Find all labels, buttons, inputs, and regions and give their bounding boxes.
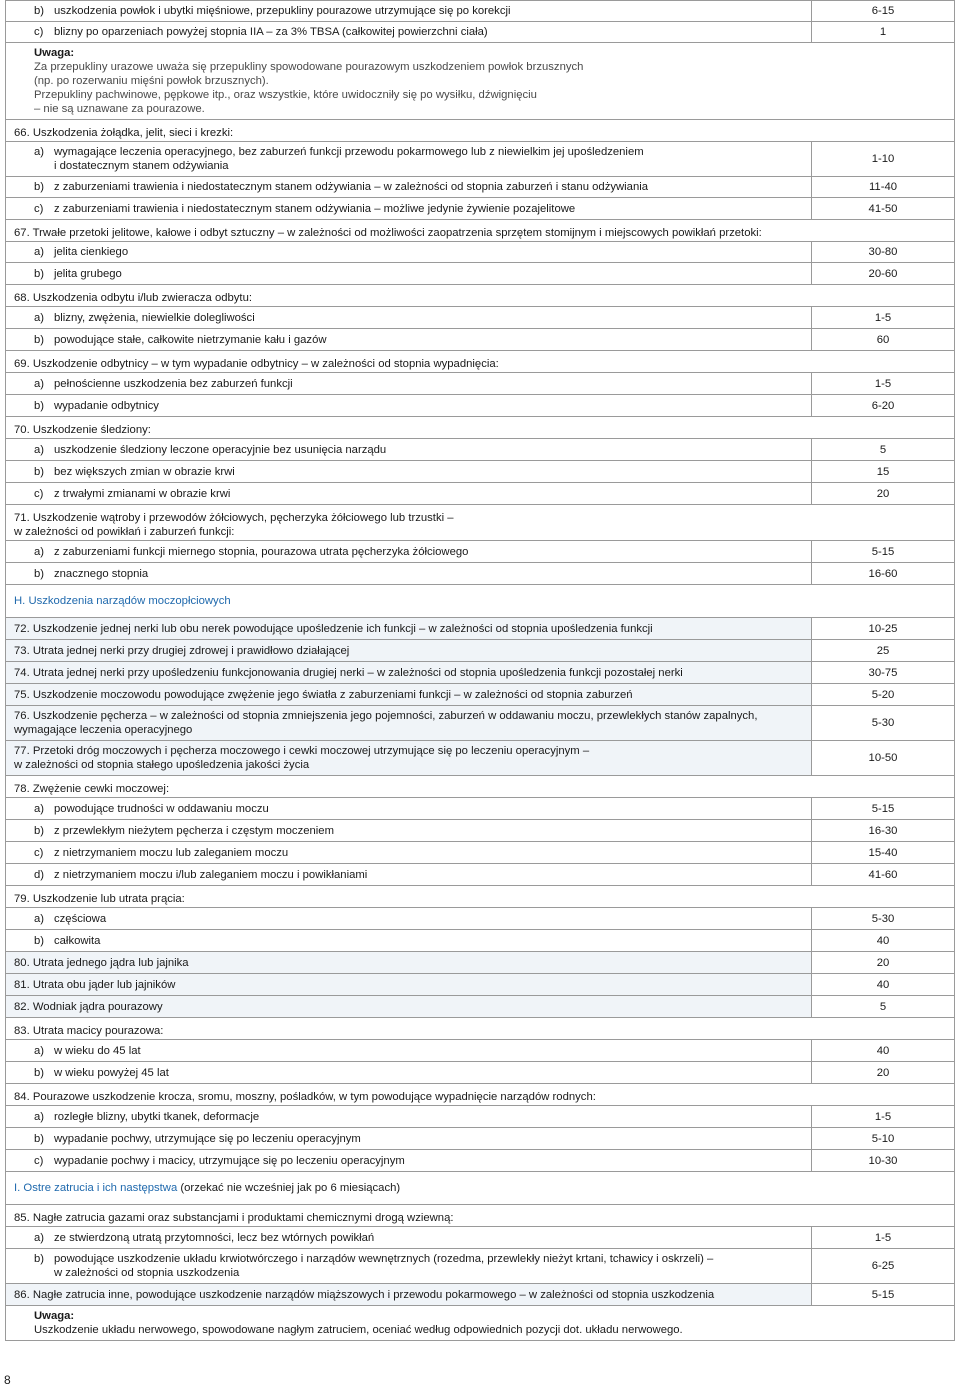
subitem-text: [6, 1249, 812, 1284]
item-label-cont: w zależności od powikłań i zaburzeń funkcji:: [14, 526, 235, 538]
subitem-label: wymagające leczenia operacyjnego, bez zaburzeń funkcji przewodu pokarmowego lub z niewielkim jej upośledzeniem: [54, 146, 644, 158]
percent-value: 6-25: [812, 1249, 955, 1284]
subitem-text: [6, 541, 812, 563]
item-row: [6, 706, 955, 741]
percent-value: 15-40: [812, 842, 955, 864]
percent-value: 6-20: [812, 395, 955, 417]
subitem-text: [6, 263, 812, 285]
subitem-prefix: b): [34, 181, 45, 193]
percent-value: 11-40: [812, 177, 955, 198]
item-label: 69. Uszkodzenie odbytnicy – w tym wypadanie odbytnicy – w zależności od stopnia wypadnięcia:: [14, 358, 499, 370]
subitem-label: rozległe blizny, ubytki tkanek, deformacje: [54, 1110, 260, 1123]
subitem-row: [6, 198, 955, 220]
subitem-row: [6, 1062, 955, 1084]
percent-value: 16-30: [812, 820, 955, 842]
percent-value: 20-60: [812, 263, 955, 285]
section-heading: [6, 1172, 955, 1205]
subitem-row: [6, 1106, 955, 1128]
subitem-text: [6, 798, 812, 820]
subitem-label: powodujące stałe, całkowite nietrzymanie kału i gazów: [54, 333, 327, 346]
subitem-prefix: a): [34, 545, 45, 558]
note-line: (np. po rozerwaniu mięśni powłok brzusznych).: [34, 75, 269, 87]
item-row: [6, 417, 955, 439]
subitem-label: ze stwierdzoną utratą przytomności, lecz bez wtórnych powikłań: [54, 1231, 375, 1244]
section-heading-row: [6, 1172, 955, 1205]
subitem-row: [6, 1128, 955, 1150]
subitem-label: wypadanie pochwy i macicy, utrzymujące się po leczeniu operacyjnym: [54, 1154, 405, 1167]
percent-value: 20: [812, 483, 955, 505]
subitem-row: [6, 1, 955, 22]
item-text: [6, 1018, 955, 1040]
item-text: [6, 996, 812, 1018]
subitem-prefix: a): [34, 146, 45, 158]
note-title: Uwaga:: [34, 1310, 75, 1322]
subitem-row: [6, 820, 955, 842]
subitem-prefix: c): [34, 846, 44, 859]
percent-value: 10-25: [812, 618, 955, 640]
subitem-text: [6, 483, 812, 505]
subitem-label: pełnościenne uszkodzenia bez zaburzeń funkcji: [54, 377, 293, 390]
percent-value: 30-80: [812, 242, 955, 263]
subitem-row: [6, 483, 955, 505]
section-title: Uszkodzenia narządów moczopłciowych: [28, 595, 231, 607]
item-text: [6, 640, 812, 662]
subitem-label: z zaburzeniami funkcji miernego stopnia, pourazowa utrata pęcherzyka żółciowego: [54, 545, 469, 558]
subitem-label: z zaburzeniami trawienia i niedostatecznym stanem odżywiania – w zależności od stopnia zaburzeń i stanu odżywiania: [54, 181, 649, 193]
subitem-label: bez większych zmian w obrazie krwi: [54, 465, 235, 478]
item-text: [6, 662, 812, 684]
subitem-text: [6, 842, 812, 864]
percent-value: 60: [812, 329, 955, 351]
item-label: 78. Zwężenie cewki moczowej:: [14, 783, 170, 795]
subitem-text: [6, 395, 812, 417]
percent-value: 40: [812, 1040, 955, 1062]
subitem-text: [6, 329, 812, 351]
item-text: [6, 974, 812, 996]
subitem-row: [6, 930, 955, 952]
percent-value: 20: [812, 1062, 955, 1084]
item-text: [6, 417, 955, 439]
subitem-prefix: b): [34, 399, 45, 412]
item-label: 68. Uszkodzenia odbytu i/lub zwieracza odbytu:: [14, 292, 252, 304]
item-text: [6, 1284, 812, 1306]
item-row: [6, 640, 955, 662]
percent-value: 40: [812, 974, 955, 996]
item-label-cont: wymagające leczenia operacyjnego: [14, 724, 193, 736]
subitem-row: [6, 1249, 955, 1284]
page-number: 8: [4, 1373, 11, 1387]
note-line: – nie są uznawane za pourazowe.: [34, 103, 205, 115]
item-row: [6, 618, 955, 640]
percent-value: 15: [812, 461, 955, 483]
subitem-row: [6, 541, 955, 563]
table-body: [6, 1, 955, 1341]
item-row: [6, 1284, 955, 1306]
item-row: [6, 120, 955, 142]
item-row: [6, 285, 955, 307]
item-label: 82. Wodniak jądra pourazowy: [14, 1000, 163, 1013]
percent-value: 10-30: [812, 1150, 955, 1172]
item-text: [6, 120, 955, 142]
item-label: 84. Pourazowe uszkodzenie krocza, sromu, moszny, pośladków, w tym powodujące wypadnięcie narządów rodnych:: [14, 1091, 596, 1103]
subitem-label: powodujące uszkodzenie układu krwiotwórczego i narządów wewnętrznych (rozedma, przewlekły nieżyt krtani, tchawicy i oskrzeli) –: [54, 1253, 714, 1265]
subitem-label: wypadanie pochwy, utrzymujące się po leczeniu operacyjnym: [54, 1132, 361, 1145]
item-text: [6, 505, 955, 541]
subitem-label: z nietrzymaniem moczu lub zaleganiem moczu: [54, 846, 289, 859]
item-row: [6, 1018, 955, 1040]
item-text: [6, 220, 955, 242]
subitem-label: znacznego stopnia: [54, 567, 149, 580]
item-label: 70. Uszkodzenie śledziony:: [14, 424, 151, 436]
item-text: [6, 1084, 955, 1106]
percent-value: 30-75: [812, 662, 955, 684]
subitem-label: blizny, zwężenia, niewielkie dolegliwości: [54, 311, 255, 324]
subitem-text: [6, 242, 812, 263]
subitem-label: blizny po oparzeniach powyżej stopnia IIA – za 3% TBSA (całkowitej powierzchni ciała): [54, 26, 488, 38]
item-row: [6, 662, 955, 684]
subitem-row: [6, 1040, 955, 1062]
subitem-label: z przewlekłym nieżytem pęcherza i częstym moczeniem: [54, 824, 334, 837]
subitem-prefix: a): [34, 1044, 45, 1057]
percent-value: 5-10: [812, 1128, 955, 1150]
subitem-prefix: a): [34, 1231, 45, 1244]
percent-value: 5-15: [812, 798, 955, 820]
percent-value: 6-15: [812, 1, 955, 22]
subitem-row: [6, 842, 955, 864]
section-note: (orzekać nie wcześniej jak po 6 miesiącach): [180, 1182, 401, 1194]
subitem-text: [6, 1, 812, 22]
subitem-label: z zaburzeniami trawienia i niedostatecznym stanem odżywiania – możliwe jedynie żywienie pozajelitowe: [54, 202, 576, 215]
subitem-row: [6, 798, 955, 820]
item-row: [6, 886, 955, 908]
item-label: 81. Utrata obu jąder lub jajników: [14, 978, 176, 991]
subitem-label: jelita cienkiego: [54, 246, 129, 258]
percent-value: 5: [812, 439, 955, 461]
subitem-text: [6, 1040, 812, 1062]
item-text: [6, 618, 812, 640]
item-text: [6, 886, 955, 908]
subitem-prefix: b): [34, 934, 45, 947]
item-label-cont: w zależności od stopnia stałego upośledzenia jakości życia: [14, 759, 310, 771]
subitem-prefix: a): [34, 443, 45, 456]
subitem-prefix: d): [34, 868, 45, 881]
percent-value: 25: [812, 640, 955, 662]
percent-value: 1: [812, 22, 955, 43]
item-text: [6, 706, 812, 741]
item-text: [6, 741, 812, 776]
subitem-text: [6, 820, 812, 842]
percent-value: 41-50: [812, 198, 955, 220]
item-label: 66. Uszkodzenia żołądka, jelit, sieci i krezki:: [14, 127, 234, 139]
item-label: 85. Nagłe zatrucia gazami oraz substancjami i produktami chemicznymi drogą wziewną:: [14, 1212, 454, 1224]
item-label: 72. Uszkodzenie jednej nerki lub obu nerek powodujące upośledzenie ich funkcji – w zależności od stopnia upośledzenia funkcji: [14, 622, 653, 635]
subitem-prefix: a): [34, 802, 45, 815]
percent-value: 5-15: [812, 541, 955, 563]
item-label: 71. Uszkodzenie wątroby i przewodów żółciowych, pęcherzyka żółciowego lub trzustki –: [14, 512, 454, 524]
section-letter: H.: [14, 595, 26, 607]
subitem-prefix: b): [34, 267, 45, 280]
subitem-prefix: b): [34, 333, 45, 346]
item-label: 73. Utrata jednej nerki przy drugiej zdrowej i prawidłowo działającej: [14, 644, 350, 657]
item-label: 75. Uszkodzenie moczowodu powodujące zwężenie jego światła z zaburzeniami funkcji – w zależności od stopnia zaburzeń: [14, 688, 633, 701]
subitem-label: jelita grubego: [54, 267, 122, 280]
document-page: [5, 0, 955, 1341]
subitem-text: [6, 439, 812, 461]
subitem-row: [6, 864, 955, 886]
section-letter: I.: [14, 1182, 21, 1194]
subitem-text: [6, 563, 812, 585]
percent-value: 1-5: [812, 307, 955, 329]
note-line: Za przepukliny urazowe uważa się przepukliny spowodowane pourazowym uszkodzeniem powłok brzusznych: [34, 61, 584, 73]
section-title: Ostre zatrucia i ich następstwa: [23, 1182, 178, 1194]
subitem-prefix: a): [34, 1110, 45, 1123]
item-text: [6, 285, 955, 307]
percent-value: 10-50: [812, 741, 955, 776]
item-text: [6, 684, 812, 706]
note-row: [6, 1306, 955, 1341]
subitem-text: [6, 1106, 812, 1128]
item-row: [6, 741, 955, 776]
percent-value: 1-5: [812, 1227, 955, 1249]
subitem-prefix: c): [34, 202, 44, 215]
subitem-prefix: b): [34, 567, 45, 580]
item-label: 83. Utrata macicy pourazowa:: [14, 1025, 164, 1037]
item-row: [6, 220, 955, 242]
percent-value: 5: [812, 996, 955, 1018]
item-text: [6, 952, 812, 974]
subitem-text: [6, 864, 812, 886]
item-row: [6, 996, 955, 1018]
item-row: [6, 351, 955, 373]
item-row: [6, 974, 955, 996]
subitem-prefix: a): [34, 311, 45, 324]
subitem-text: [6, 307, 812, 329]
subitem-label: częściowa: [54, 912, 107, 925]
item-row: [6, 952, 955, 974]
item-label: 74. Utrata jednej nerki przy upośledzeniu funkcjonowania drugiej nerki – w zależności od stopnia upośledzenia funkcji pozostałej nerki: [14, 666, 683, 679]
subitem-label: w wieku powyżej 45 lat: [54, 1066, 169, 1079]
subitem-row: [6, 307, 955, 329]
subitem-row: [6, 22, 955, 43]
subitem-row: [6, 461, 955, 483]
subitem-text: [6, 177, 812, 198]
subitem-row: [6, 373, 955, 395]
item-row: [6, 505, 955, 541]
subitem-row: [6, 395, 955, 417]
item-text: [6, 1205, 955, 1227]
subitem-text: [6, 142, 812, 177]
subitem-prefix: b): [34, 465, 45, 478]
percent-value: 41-60: [812, 864, 955, 886]
subitem-text: [6, 198, 812, 220]
subitem-prefix: a): [34, 377, 45, 390]
note-cell: [6, 1306, 955, 1341]
subitem-text: [6, 461, 812, 483]
note-row: [6, 43, 955, 120]
note-line: Przepukliny pachwinowe, pępkowe itp., oraz wszystkie, które uwidoczniły się po wysiłku, dźwignięciu: [34, 89, 537, 101]
subitem-row: [6, 263, 955, 285]
subitem-text: [6, 930, 812, 952]
subitem-text: [6, 1150, 812, 1172]
subitem-prefix: b): [34, 1066, 45, 1079]
percent-value: 5-20: [812, 684, 955, 706]
subitem-row: [6, 439, 955, 461]
subitem-label: w wieku do 45 lat: [54, 1044, 141, 1057]
subitem-row: [6, 1150, 955, 1172]
subitem-row: [6, 242, 955, 263]
percent-value: 1-5: [812, 373, 955, 395]
item-label: 80. Utrata jednego jądra lub jajnika: [14, 956, 189, 969]
subitem-row: [6, 177, 955, 198]
subitem-row: [6, 908, 955, 930]
item-text: [6, 351, 955, 373]
subitem-text: [6, 373, 812, 395]
item-row: [6, 684, 955, 706]
subitem-label: całkowita: [54, 934, 101, 947]
percent-value: 5-30: [812, 908, 955, 930]
subitem-prefix: a): [34, 246, 45, 258]
note-cell: [6, 43, 955, 120]
subitem-row: [6, 563, 955, 585]
subitem-prefix: c): [34, 487, 44, 500]
subitem-label: wypadanie odbytnicy: [54, 399, 159, 412]
subitem-prefix: b): [34, 1132, 45, 1145]
subitem-text: [6, 22, 812, 43]
subitem-label: z trwałymi zmianami w obrazie krwi: [54, 487, 231, 500]
subitem-prefix: a): [34, 912, 45, 925]
section-heading: [6, 585, 955, 618]
item-row: [6, 1084, 955, 1106]
item-row: [6, 1205, 955, 1227]
subitem-text: [6, 1227, 812, 1249]
percent-value: 40: [812, 930, 955, 952]
subitem-label-cont: i dostatecznym stanem odżywiania: [54, 160, 229, 172]
percent-value: 5-15: [812, 1284, 955, 1306]
item-text: [6, 776, 955, 798]
subitem-prefix: c): [34, 1154, 44, 1167]
item-label: 86. Nagłe zatrucia inne, powodujące uszkodzenie narządów miąższowych i przewodu pokarmowego – w zależności od stopnia uszkodzenia: [14, 1288, 715, 1301]
subitem-label: uszkodzenie śledziony leczone operacyjnie bez usunięcia narządu: [54, 443, 387, 456]
disability-table: [5, 0, 955, 1341]
subitem-text: [6, 1062, 812, 1084]
subitem-row: [6, 1227, 955, 1249]
percent-value: 1-10: [812, 142, 955, 177]
item-label: 67. Trwałe przetoki jelitowe, kałowe i odbyt sztuczny – w zależności od możliwości zaopatrzenia sprzętem stomijnym i miejscowych powikłań przetoki:: [14, 227, 762, 239]
subitem-text: [6, 908, 812, 930]
subitem-label: powodujące trudności w oddawaniu moczu: [54, 802, 269, 815]
subitem-text: [6, 1128, 812, 1150]
subitem-prefix: c): [34, 26, 44, 38]
subitem-row: [6, 329, 955, 351]
percent-value: 20: [812, 952, 955, 974]
subitem-row: [6, 142, 955, 177]
percent-value: 5-30: [812, 706, 955, 741]
subitem-prefix: b): [34, 824, 45, 837]
item-label: 77. Przetoki dróg moczowych i pęcherza moczowego i cewki moczowej utrzymujące się po leczeniu operacyjnym –: [14, 745, 590, 757]
percent-value: 1-5: [812, 1106, 955, 1128]
item-row: [6, 776, 955, 798]
item-label: 79. Uszkodzenie lub utrata prącia:: [14, 893, 185, 905]
note-title: Uwaga:: [34, 47, 75, 59]
subitem-label: z nietrzymaniem moczu i/lub zaleganiem moczu i powikłaniami: [54, 868, 368, 881]
section-heading-row: [6, 585, 955, 618]
subitem-label-cont: w zależności od stopnia uszkodzenia: [54, 1267, 240, 1279]
subitem-label: uszkodzenia powłok i ubytki mięśniowe, przepukliny pourazowe utrzymujące się po korekcji: [54, 5, 511, 17]
subitem-prefix: b): [34, 5, 45, 17]
subitem-prefix: b): [34, 1253, 45, 1265]
note-line: Uszkodzenie układu nerwowego, spowodowane nagłym zatruciem, oceniać według odpowiednich pozycji dot. układu nerwowego.: [34, 1324, 683, 1336]
percent-value: 16-60: [812, 563, 955, 585]
item-label: 76. Uszkodzenie pęcherza – w zależności od stopnia zmniejszenia jego pojemności, zaburzeń w oddawaniu moczu, przewlekłych stanów zapalnych,: [14, 710, 758, 722]
